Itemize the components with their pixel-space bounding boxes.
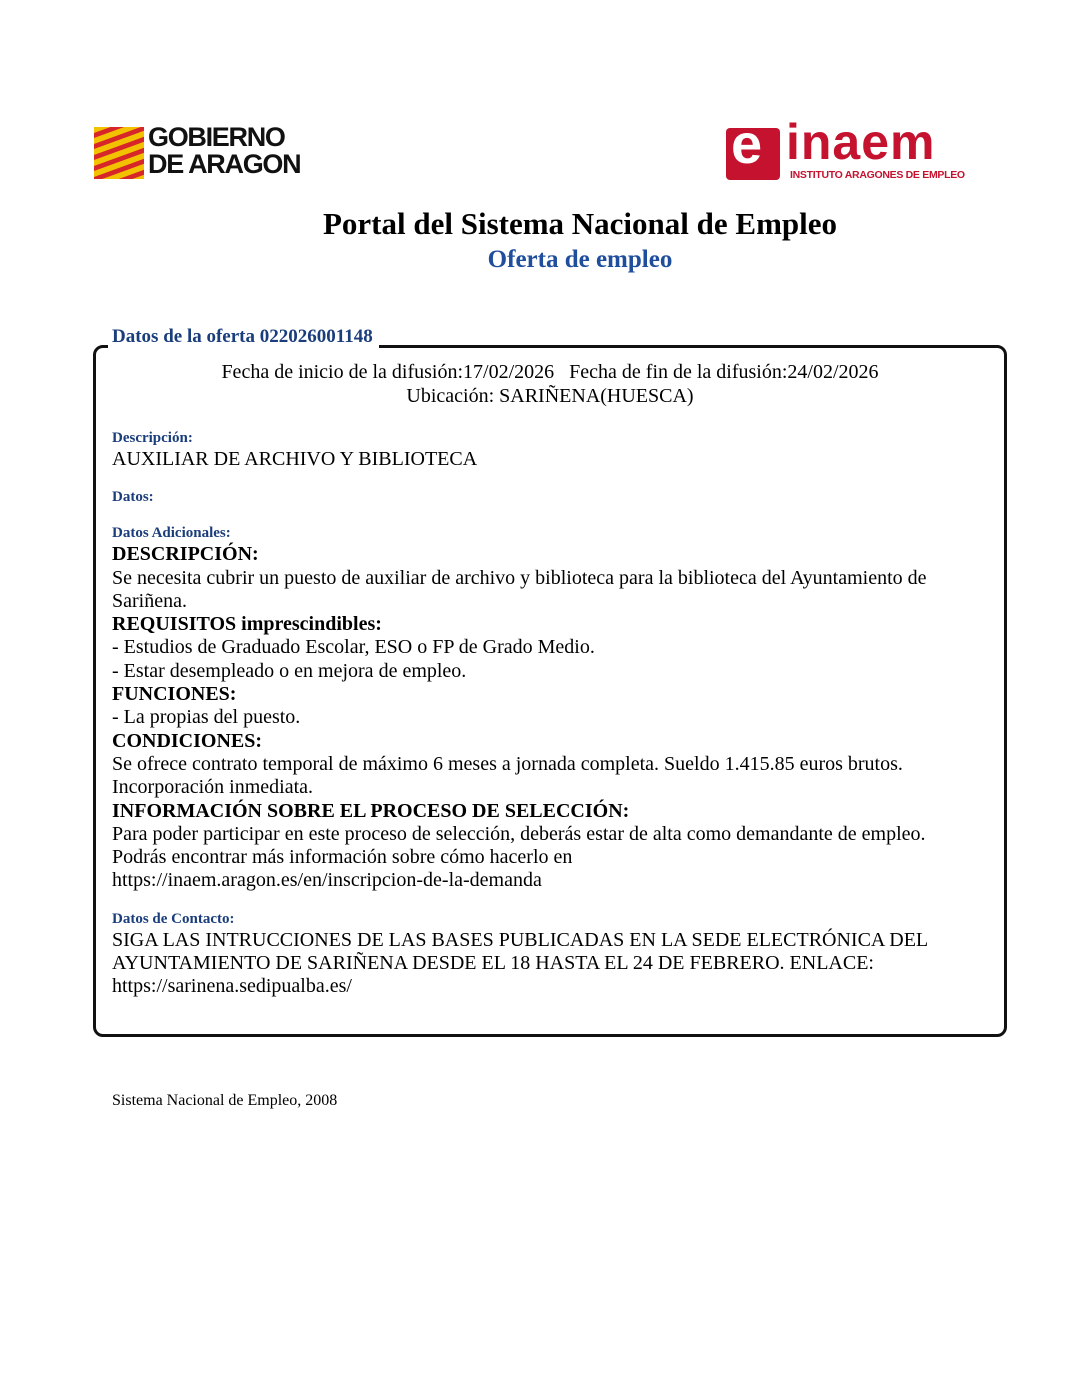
contact-link[interactable]: https://sarinena.sedipualba.es/ [112, 975, 352, 998]
funciones-text: - La propias del puesto. [112, 706, 301, 729]
offer-location: Ubicación: SARIÑENA(HUESCA) [406, 385, 694, 407]
seleccion-text: Podrás encontrar más información sobre cómo hacerlo en [112, 846, 573, 869]
condiciones-heading: CONDICIONES: [112, 729, 263, 752]
offer-content [112, 428, 992, 999]
datos-label: Datos: [112, 489, 154, 506]
aragon-logo-text: GOBIERNO DE ARAGON [148, 122, 301, 179]
page-title: Portal del Sistema Nacional de Empleo [322, 206, 838, 241]
inaem-logo-subtitle: INSTITUTO ARAGONES DE EMPLEO [790, 169, 965, 181]
description-value: AUXILIAR DE ARCHIVO Y BIBLIOTECA [112, 448, 478, 470]
inaem-e-icon: e [726, 128, 780, 180]
description-label: Descripción: [112, 430, 193, 446]
seleccion-link[interactable]: https://inaem.aragon.es/en/inscripcion-de-la-demanda [112, 869, 542, 892]
seleccion-text: Para poder participar en este proceso de selección, deberás estar de alta como demandante de empleo. [112, 822, 926, 845]
offer-legend: Datos de la oferta 022026001148 [108, 326, 379, 348]
footer-note: Sistema Nacional de Empleo, 2008 [112, 1092, 338, 1109]
funciones-heading: FUNCIONES: [112, 683, 237, 706]
requisitos-heading: REQUISITOS imprescindibles: [112, 613, 382, 636]
aragon-flag-icon [94, 127, 144, 179]
inaem-logo [726, 112, 986, 184]
gobierno-aragon-logo [94, 122, 334, 183]
seleccion-heading: INFORMACIÓN SOBRE EL PROCESO DE SELECCIÓN: [112, 799, 630, 822]
additional-label: Datos Adicionales: [112, 525, 231, 542]
condiciones-text: Se ofrece contrato temporal de máximo 6 meses a jornada completa. Sueldo 1.415.85 euros brutos. Incorporación inmediata. [112, 752, 903, 799]
contact-text: SIGA LAS INTRUCCIONES DE LAS BASES PUBLICADAS EN LA SEDE ELECTRÓNICA DEL AYUNTAMIENTO DE SARIÑENA DESDE EL 18 HASTA EL 24 DE FEBRERO. ENLACE: [112, 928, 928, 975]
contact-label: Datos de Contacto: [112, 910, 235, 927]
inaem-logo-word: inaem [786, 114, 936, 170]
offer-dates: Fecha de inicio de la difusión:17/02/2026 Fecha de fin de la difusión:24/02/2026 [221, 361, 879, 383]
descripcion-heading: DESCRIPCIÓN: [112, 543, 259, 566]
page-subtitle: Oferta de empleo [487, 246, 673, 273]
requisito-item: - Estudios de Graduado Escolar, ESO o FP de Grado Medio. [112, 636, 595, 659]
descripcion-text: Se necesita cubrir un puesto de auxiliar de archivo y biblioteca para la biblioteca del Ayuntamiento de Sariñena. [112, 566, 927, 612]
requisito-item: - Estar desempleado o en mejora de empleo. [112, 659, 467, 682]
